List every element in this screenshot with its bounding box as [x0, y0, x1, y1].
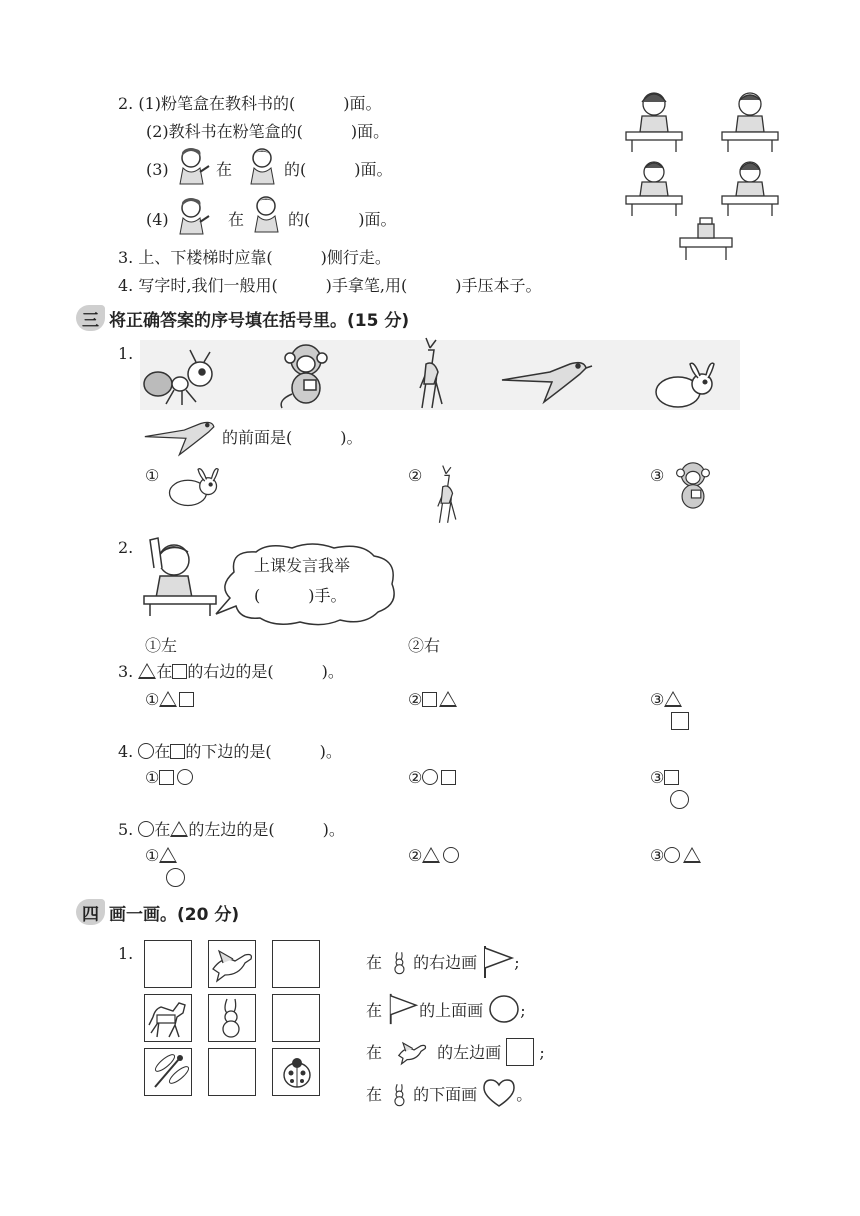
option-marker: ① [145, 690, 160, 709]
triangle-icon [664, 691, 682, 707]
triangle-icon [683, 847, 701, 863]
deer-icon [408, 338, 452, 410]
s3-q3-option3 [650, 690, 682, 710]
instruction-text: 的左边画 [437, 1043, 502, 1062]
speech-bubble [212, 542, 402, 628]
s4-instruction-2 [366, 992, 526, 1026]
instruction-text: ; [514, 953, 520, 972]
horse-icon [145, 995, 191, 1041]
option-marker: ① [145, 768, 160, 787]
swallow-icon [142, 412, 220, 458]
s3-q1-option2-marker: ② [408, 466, 423, 485]
square-icon [172, 664, 187, 679]
flag-icon [482, 944, 514, 980]
s3-q1-option3-marker: ③ [650, 466, 665, 485]
s3-q4-option3 [650, 768, 679, 788]
triangle-icon [170, 821, 188, 837]
q2-3-mid: 在 [216, 160, 233, 179]
instruction-text: 在 [366, 1001, 383, 1020]
option-marker: ③ [650, 768, 665, 787]
speech-bubble-line1: 上课发言我举 [254, 556, 351, 575]
option-marker: ② [408, 768, 423, 787]
rabbit-icon [164, 466, 222, 508]
s3-q2-option2: ②右 [408, 636, 441, 655]
instruction-text: 在 [366, 953, 383, 972]
section-badge: 四 [76, 899, 105, 925]
grid-cell-1-3[interactable] [272, 940, 320, 988]
s3-q3-option1 [145, 690, 194, 710]
section-4-header [76, 898, 239, 926]
ladybug-icon [273, 1049, 319, 1095]
instruction-text: 在 [366, 1043, 383, 1062]
q2-4-mid: 在 [228, 210, 245, 229]
flag-icon [387, 992, 419, 1026]
square-icon [170, 744, 185, 759]
section-badge: 三 [76, 305, 105, 331]
q2-4-prefix: (4) [146, 210, 169, 229]
girl-icon [176, 146, 210, 186]
grid-cell-1-1[interactable] [144, 940, 192, 988]
square-icon [422, 692, 437, 707]
rabbit-icon [387, 1078, 413, 1112]
ant-icon [140, 350, 216, 406]
heart-icon [482, 1078, 516, 1108]
dove-icon [387, 1036, 437, 1068]
instruction-text: 的上面画 [419, 1001, 484, 1020]
grid-cell-3-3[interactable] [272, 1048, 320, 1096]
grid-cell-2-2[interactable] [208, 994, 256, 1042]
s3-q5-number: 5. [118, 820, 134, 839]
s4-instruction-1 [366, 944, 520, 980]
circle-icon [177, 769, 193, 785]
q2-2-text: (2)教科书在粉笔盒的( )面。 [146, 122, 390, 141]
s3-q3-number: 3. [118, 662, 134, 681]
circle-icon [138, 743, 154, 759]
girl-icon [176, 196, 210, 236]
instruction-text: 的右边画 [413, 953, 478, 972]
circle-icon [488, 994, 520, 1024]
circle-icon [422, 769, 438, 785]
monkey-icon [274, 342, 338, 410]
dove-icon [209, 941, 255, 987]
s3-q2-option1: ①左 [145, 636, 178, 655]
s4-q1-number: 1. [118, 944, 134, 963]
instruction-text: ; [520, 1001, 526, 1020]
boy-raising-hand-illustration [140, 532, 220, 616]
s3-q1-number: 1. [118, 344, 134, 363]
grid-cell-2-1[interactable] [144, 994, 192, 1042]
s3-q4-option2 [408, 768, 456, 788]
rabbit-icon [650, 360, 718, 410]
section-3-header [76, 304, 409, 332]
monkey-icon [668, 460, 718, 514]
instruction-text: 。 [516, 1085, 533, 1104]
instruction-text: ; [539, 1043, 545, 1062]
s3-q4-question: 的下边的是( )。 [185, 742, 342, 761]
s3-q5-stem [118, 820, 345, 840]
triangle-icon [138, 663, 156, 679]
grid-cell-2-3[interactable] [272, 994, 320, 1042]
option-marker: ③ [650, 846, 665, 865]
triangle-icon [422, 847, 440, 863]
circle-icon [138, 821, 154, 837]
classroom-desks-illustration [620, 88, 790, 268]
circle-icon [664, 847, 680, 863]
rabbit-icon [209, 995, 255, 1041]
triangle-icon [159, 847, 177, 863]
instruction-text: 的下面画 [413, 1085, 478, 1104]
circle-icon [670, 790, 689, 809]
s3-q5-in: 在 [154, 820, 171, 839]
option-marker: ③ [650, 690, 665, 709]
s3-q3-in: 在 [156, 662, 173, 681]
grid-cell-1-2[interactable] [208, 940, 256, 988]
option-marker: ① [145, 846, 160, 865]
s3-q5-option3 [650, 846, 701, 866]
square-icon [159, 770, 174, 785]
q2-3-suffix: 的( )面。 [284, 160, 393, 179]
q2-3-prefix: (3) [146, 160, 169, 179]
section-title: 将正确答案的序号填在括号里。(15 分) [109, 310, 410, 331]
option-marker: ② [408, 846, 423, 865]
triangle-icon [159, 691, 177, 707]
s3-q3-question: 的右边的是( )。 [187, 662, 344, 681]
square-icon [664, 770, 679, 785]
s3-q4-stem [118, 742, 342, 762]
s3-q2-number: 2. [118, 538, 134, 557]
dragonfly-icon [145, 1049, 191, 1095]
square-icon [179, 692, 194, 707]
boy-icon [250, 194, 284, 234]
s3-q4-option1 [145, 768, 193, 788]
s3-q4-in: 在 [154, 742, 171, 761]
rabbit-icon [387, 946, 413, 980]
s3-q1-option1-marker: ① [145, 466, 160, 485]
option-marker: ② [408, 690, 423, 709]
triangle-icon [439, 691, 457, 707]
boy-icon [246, 146, 280, 186]
q3-text: 3. 上、下楼梯时应靠( )侧行走。 [118, 248, 391, 267]
s4-instruction-4 [366, 1078, 532, 1112]
s3-q3-stem [118, 662, 344, 682]
s4-instruction-3 [366, 1036, 545, 1068]
s3-q1-question: 的前面是( )。 [222, 428, 363, 447]
section-title: 画一画。(20 分) [109, 904, 240, 925]
instruction-text: 在 [366, 1085, 383, 1104]
circle-icon [443, 847, 459, 863]
speech-bubble-line2: ( )手。 [254, 586, 347, 605]
grid-cell-3-1[interactable] [144, 1048, 192, 1096]
q2-1-text: 2. (1)粉笔盒在教科书的( )面。 [118, 94, 382, 113]
circle-icon [166, 868, 185, 887]
square-icon [506, 1038, 534, 1066]
s3-q5-option1 [145, 846, 177, 866]
grid-cell-3-2[interactable] [208, 1048, 256, 1096]
q2-4-suffix: 的( )面。 [288, 210, 397, 229]
s3-q4-number: 4. [118, 742, 134, 761]
square-icon [671, 712, 689, 730]
q4-text: 4. 写字时,我们一般用( )手拿笔,用( )手压本子。 [118, 276, 542, 295]
swallow-icon [500, 350, 592, 406]
s3-q5-option2 [408, 846, 459, 866]
square-icon [441, 770, 456, 785]
s3-q3-option2 [408, 690, 457, 710]
s3-q5-question: 的左边的是( )。 [188, 820, 345, 839]
deer-icon [428, 464, 464, 526]
